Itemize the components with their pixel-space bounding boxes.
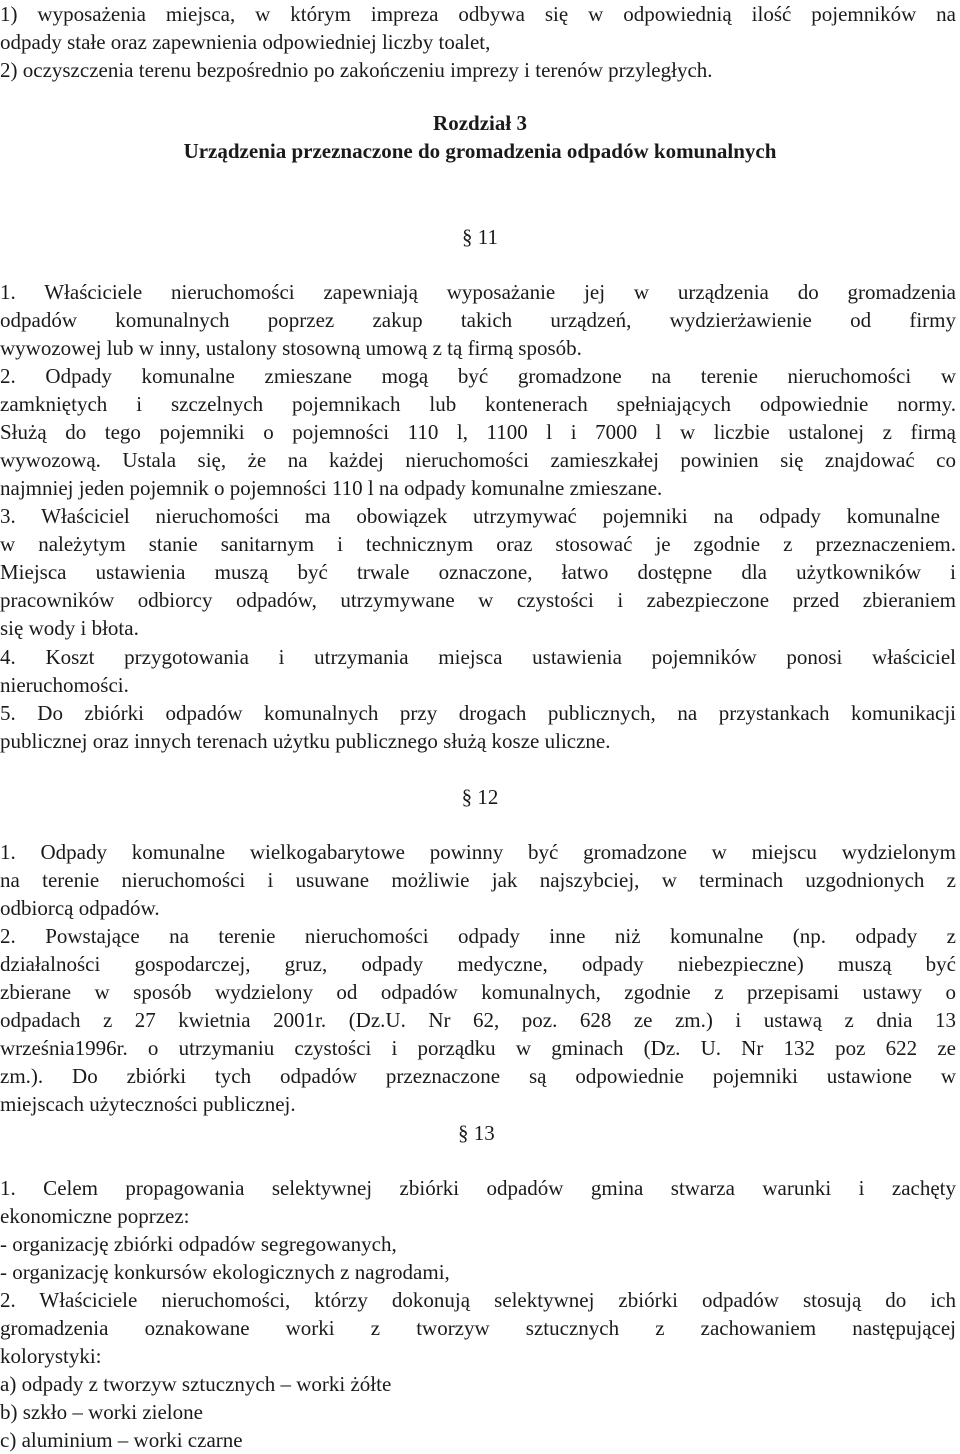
text-line: ekonomiczne poprzez: xyxy=(0,1204,190,1228)
section-sign-12: § 12 xyxy=(461,785,499,809)
text-line: gromadzenia oznakowane worki z tworzyw sztucznych z zachowaniem następującej xyxy=(0,1316,956,1340)
text-line: w należytym stanie sanitarnym i technicznym oraz stosować je zgodnie z przeznaczeniem. xyxy=(0,532,956,556)
list-item: b) szkło – worki zielone xyxy=(0,1400,203,1424)
text-line: Miejsca ustawienia muszą być trwale oznaczone, łatwo dostępne dla użytkowników i xyxy=(0,560,956,584)
text-line: 2. Powstające na terenie nieruchomości odpady inne niż komunalne (np. odpady z xyxy=(0,924,956,948)
text-line: się wody i błota. xyxy=(0,616,139,640)
list-item: a) odpady z tworzyw sztucznych – worki żółte xyxy=(0,1372,392,1396)
text-line: Służą do tego pojemniki o pojemności 110 l, 1100 l i 7000 l w liczbie ustalonej z firmą xyxy=(0,420,956,444)
text-line: 1. Celem propagowania selektywnej zbiórki odpadów gmina stwarza warunki i zachęty xyxy=(0,1176,956,1200)
text-line: 2) oczyszczenia terenu bezpośrednio po zakończeniu imprezy i terenów przyległych. xyxy=(0,58,713,82)
text-line: 4. Koszt przygotowania i utrzymania miejsca ustawienia pojemników ponosi właściciel xyxy=(0,645,956,669)
text-line: wywozowej lub w inny, ustalony stosowną umową z tą firmą sposób. xyxy=(0,336,582,360)
text-line: odbiorcą odpadów. xyxy=(0,896,160,920)
text-line: zamkniętych i szczelnych pojemnikach lub kontenerach spełniających odpowiednie normy. xyxy=(0,392,956,416)
text-line: pracowników odbiorcy odpadów, utrzymywane w czystości i zabezpieczone przed zbieraniem xyxy=(0,588,956,612)
text-line: na terenie nieruchomości i usuwane możliwie jak najszybciej, w terminach uzgodnionych z xyxy=(0,868,956,892)
text-line: 1. Właściciele nieruchomości zapewniają wyposażanie jej w urządzenia do gromadzenia xyxy=(0,280,956,304)
chapter-number: Rozdział 3 xyxy=(433,111,527,135)
text-line: 3. Właściciel nieruchomości ma obowiązek utrzymywać pojemniki na odpady komunalne xyxy=(0,504,940,528)
list-item: c) aluminium – worki czarne xyxy=(0,1428,243,1452)
text-line: odpadów komunalnych poprzez zakup takich urządzeń, wydzierżawienie od firmy xyxy=(0,308,956,332)
text-line: odpady stałe oraz zapewnienia odpowiedniej liczby toalet, xyxy=(0,30,491,54)
text-line: zbierane w sposób wydzielony od odpadów komunalnych, zgodnie z przepisami ustawy o xyxy=(0,980,956,1004)
text-line: wywozową. Ustala się, że na każdej nieruchomości zamieszkałej powinien się znajdować co xyxy=(0,448,956,472)
text-line: działalności gospodarczej, gruz, odpady medyczne, odpady niebezpieczne) muszą być xyxy=(0,952,956,976)
text-line: najmniej jeden pojemnik o pojemności 110 l na odpady komunalne zmieszane. xyxy=(0,476,663,500)
text-line: 2. Odpady komunalne zmieszane mogą być gromadzone na terenie nieruchomości w xyxy=(0,364,956,388)
text-line: września1996r. o utrzymaniu czystości i porządku w gminach (Dz. U. Nr 132 poz 622 ze xyxy=(0,1036,956,1060)
text-line: 1. Odpady komunalne wielkogabarytowe powinny być gromadzone w miejscu wydzielonym xyxy=(0,840,956,864)
list-item: - organizację konkursów ekologicznych z nagrodami, xyxy=(0,1260,450,1284)
chapter-title: Urządzenia przeznaczone do gromadzenia odpadów komunalnych xyxy=(183,139,777,163)
text-line: publicznej oraz innych terenach użytku publicznego służą kosze uliczne. xyxy=(0,729,611,753)
section-sign-11: § 11 xyxy=(462,225,498,249)
text-line: odpadach z 27 kwietnia 2001r. (Dz.U. Nr 62, poz. 628 ze zm.) i ustawą z dnia 13 xyxy=(0,1008,956,1032)
text-line: miejscach użyteczności publicznej. xyxy=(0,1092,296,1116)
text-line: nieruchomości. xyxy=(0,673,129,697)
list-item: - organizację zbiórki odpadów segregowanych, xyxy=(0,1232,397,1256)
section-sign-13: § 13 xyxy=(458,1121,495,1145)
text-line: 1) wyposażenia miejsca, w którym impreza odbywa się w odpowiednią ilość pojemników na xyxy=(0,2,956,26)
text-line: kolorystyki: xyxy=(0,1344,102,1368)
text-line: zm.). Do zbiórki tych odpadów przeznaczone są odpowiednie pojemniki ustawione w xyxy=(0,1064,956,1088)
text-line: 2. Właściciele nieruchomości, którzy dokonują selektywnej zbiórki odpadów stosują do ich xyxy=(0,1288,956,1312)
text-line: 5. Do zbiórki odpadów komunalnych przy drogach publicznych, na przystankach komunikacji xyxy=(0,701,956,725)
